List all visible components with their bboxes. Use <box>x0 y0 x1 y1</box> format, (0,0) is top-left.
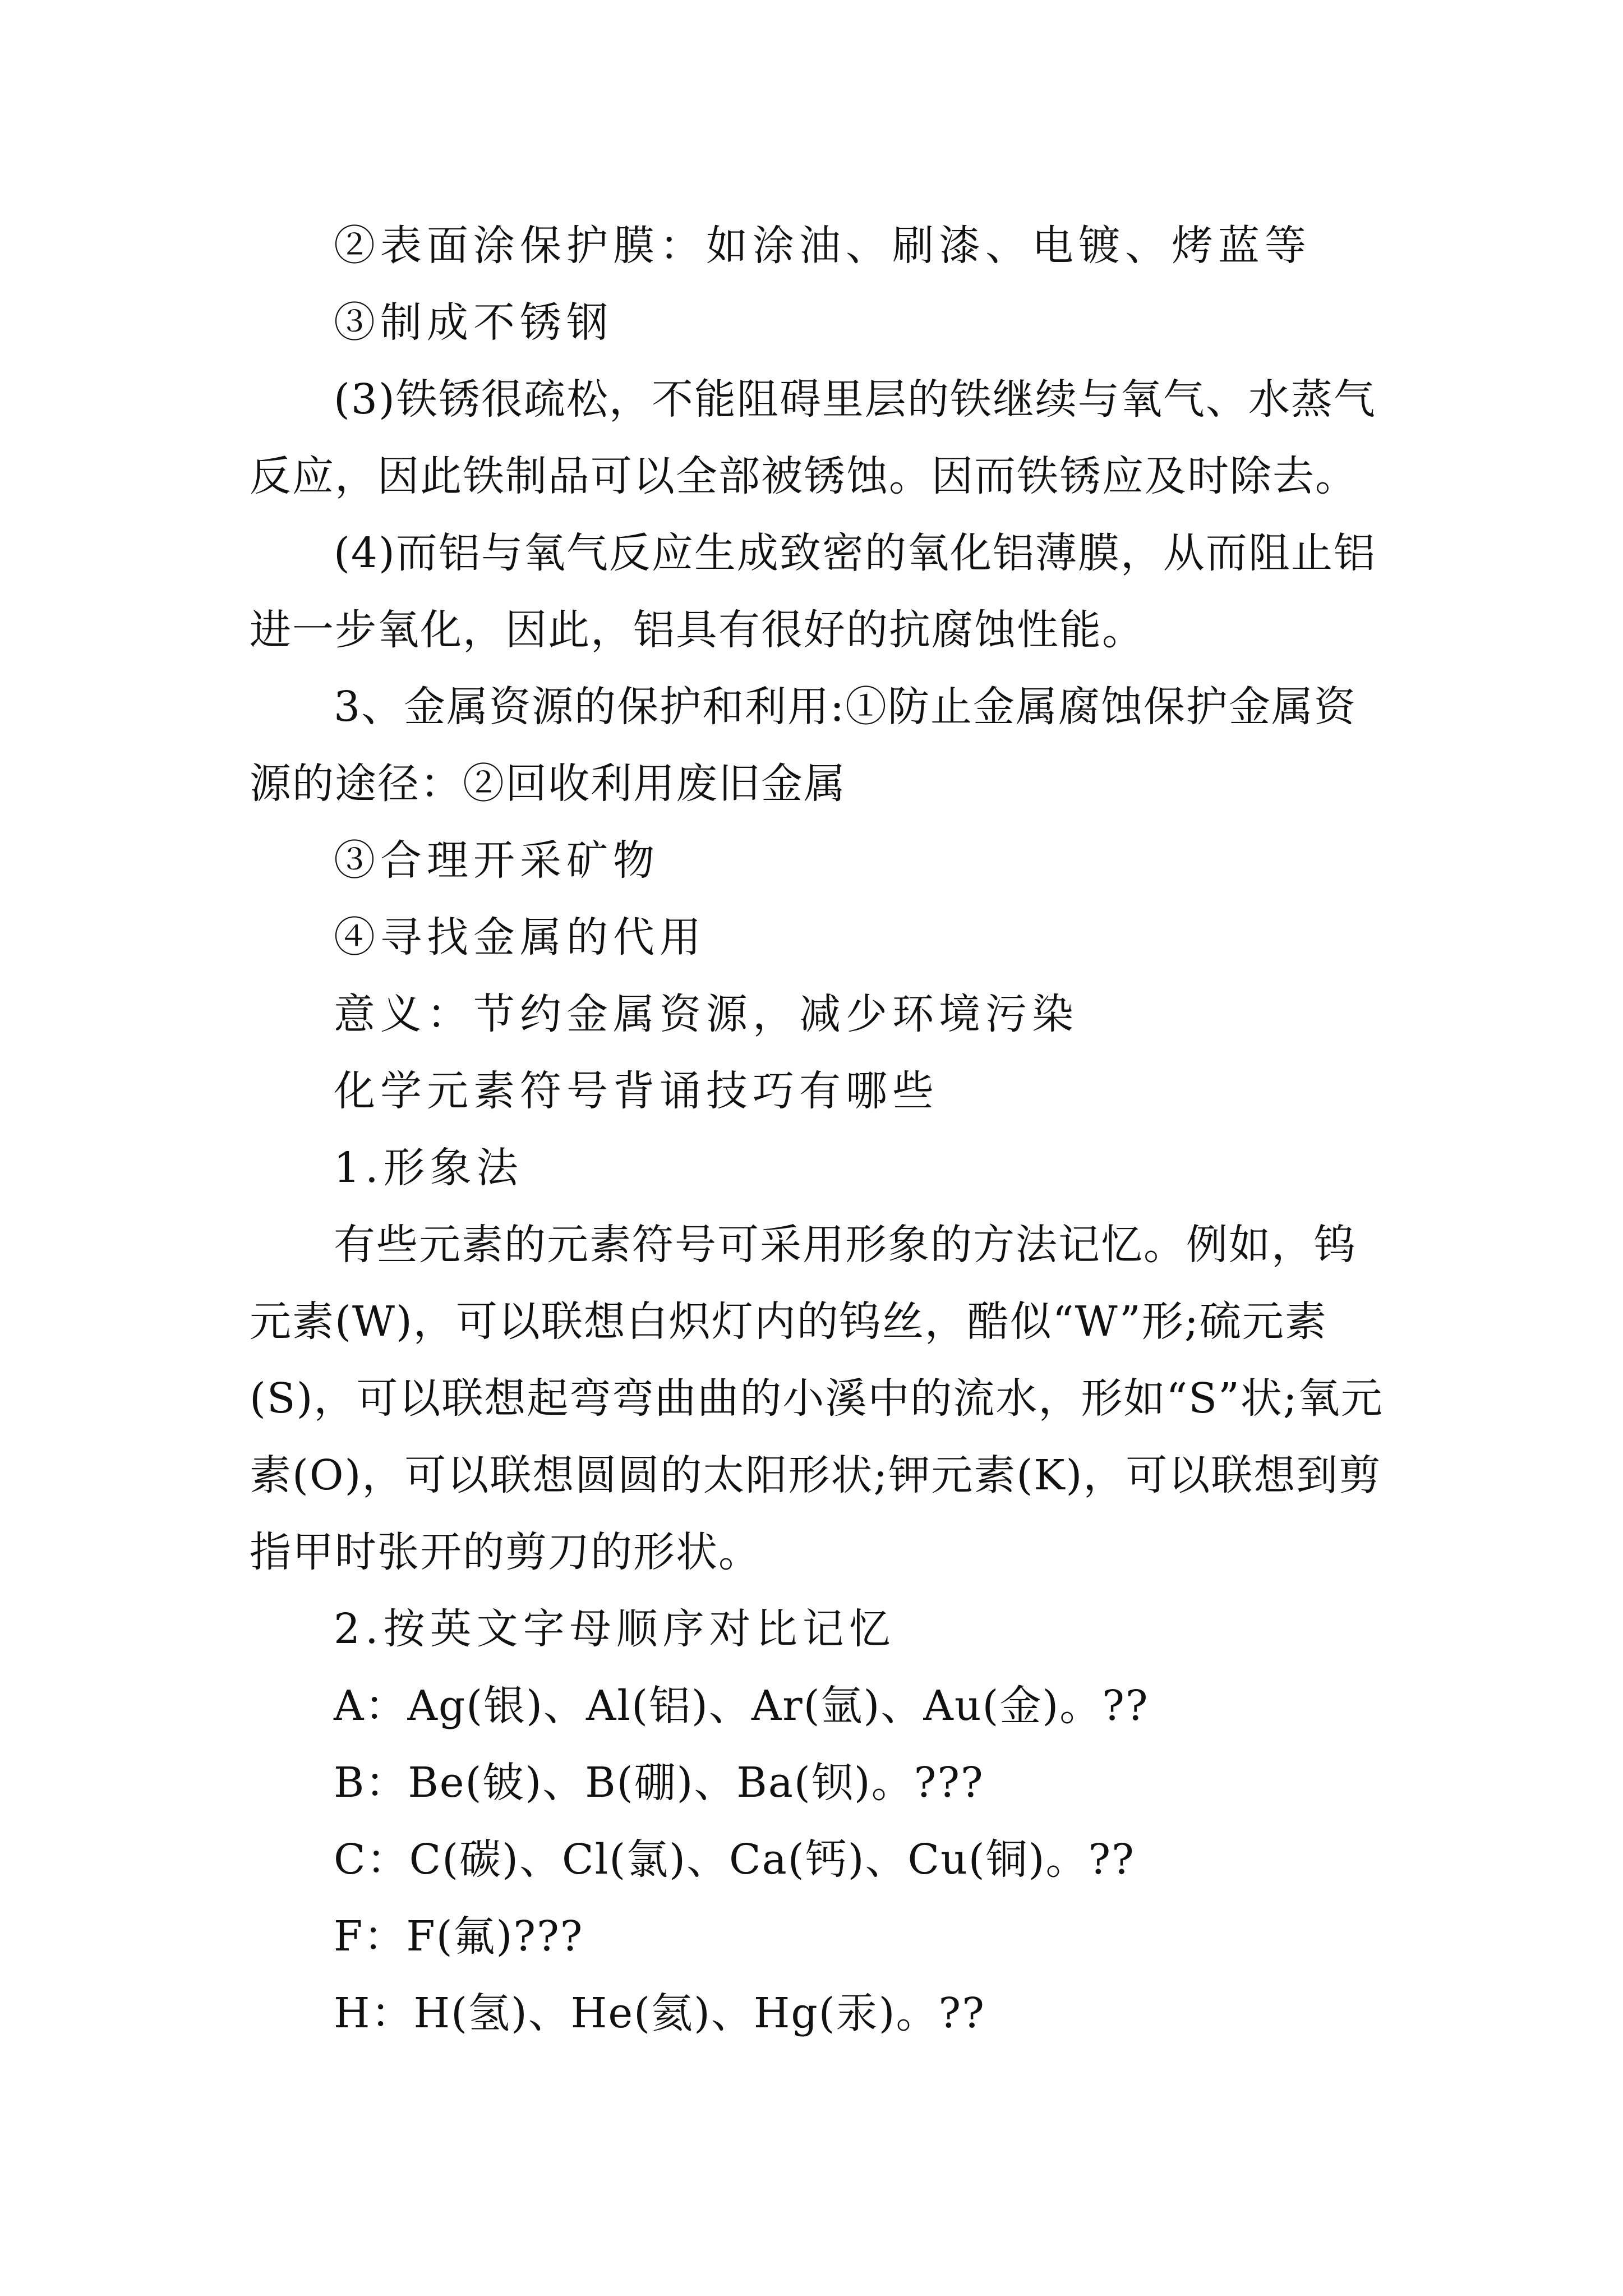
paragraph-aluminum-oxide: (4)而铝与氧气反应生成致密的氧化铝薄膜，从而阻止铝进一步氧化，因此，铝具有很好的抗腐蚀性能。 <box>250 529 1376 654</box>
section-heading-element-symbol-tips: 化学元素符号背诵技巧有哪些 <box>334 1067 939 1115</box>
document-body <box>250 208 1394 2052</box>
paragraph-image-method-examples: 有些元素的元素符号可采用形象的方法记忆。例如，钨元素(W)，可以联想白炽灯内的钨丝，酷似“W”形;硫元素(S)，可以联想起弯弯曲曲的小溪中的流水，形如“S”状;氧元素(O)，可以联想圆圆的太阳形状;钾元素(K)，可以联想到剪指甲时张开的剪刀的形状。 <box>250 1221 1384 1576</box>
paragraph-stainless-steel: ③制成不锈钢 <box>334 298 613 347</box>
subheading-image-method: 1.形象法 <box>334 1144 523 1192</box>
list-item-letter-a: A：Ag(银)、Al(铝)、Ar(氩)、Au(金)。?? <box>334 1682 1149 1730</box>
paragraph-metal-substitutes: ④寻找金属的代用 <box>334 913 706 961</box>
paragraph-significance: 意义：节约金属资源，减少环境污染 <box>334 990 1078 1038</box>
list-item-letter-b: B：Be(铍)、B(硼)、Ba(钡)。??? <box>334 1759 984 1807</box>
list-item-letter-h: H：H(氢)、He(氦)、Hg(汞)。?? <box>334 1989 985 2037</box>
paragraph-protective-film: ②表面涂保护膜：如涂油、刷漆、电镀、烤蓝等 <box>334 222 1311 270</box>
paragraph-rust-loose: (3)铁锈很疏松，不能阻碍里层的铁继续与氧气、水蒸气反应，因此铁制品可以全部被锈蚀。因而铁锈应及时除去。 <box>250 375 1376 500</box>
list-item-letter-c: C：C(碳)、Cl(氯)、Ca(钙)、Cu(铜)。?? <box>334 1835 1135 1884</box>
paragraph-metal-resource-protection: 3、金属资源的保护和利用:①防止金属腐蚀保护金属资源的途径：②回收利用废旧金属 <box>250 683 1357 808</box>
subheading-alphabetical-order: 2.按英文字母顺序对比记忆 <box>334 1605 896 1653</box>
list-item-letter-f: F：F(氟)??? <box>334 1912 584 1961</box>
paragraph-rational-mining: ③合理开采矿物 <box>334 836 660 885</box>
